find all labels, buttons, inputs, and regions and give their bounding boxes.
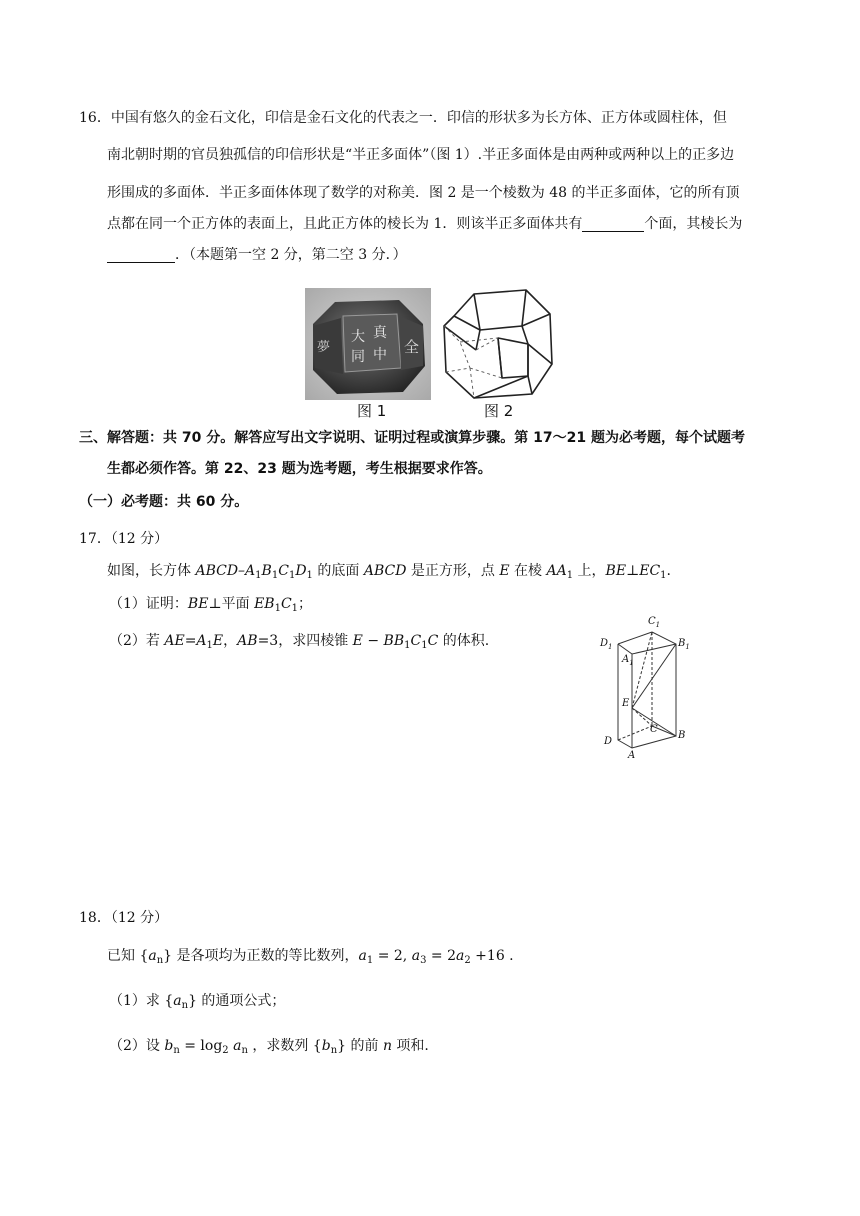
q16-line-5: ．（本题第一空 2 分，第二空 3 分．） bbox=[107, 245, 407, 265]
q16-line-2: 南北朝时期的官员独孤信的印信形状是“半正多面体”（图 1）.半正多面体是由两种或两种以上的正多边 bbox=[107, 147, 735, 163]
q17-part-1: （1）证明：BE⊥平面 $EB_1C_1$； bbox=[109, 596, 313, 614]
seal-char-3: 同 bbox=[351, 349, 365, 365]
q17-intro: 如图，长方体 ABCD–$A_1B_1C_1D_1$ 的底面 ABCD 是正方形，点 E 在棱 $AA_1$ 上，$BE\perp EC_1$. bbox=[107, 563, 671, 581]
seal-char-5: 全 bbox=[404, 338, 420, 356]
label-C1: $C_1$ bbox=[648, 616, 661, 629]
section-3-subheading: （一）必考题：共 60 分。 bbox=[79, 494, 249, 510]
figure-1-caption: 图 1 bbox=[357, 402, 387, 420]
q16-line-3: 形围成的多面体．半正多面体体现了数学的对称美．图 2 是一个棱数为 48 的半正多面体，它的所有顶 bbox=[107, 185, 740, 201]
q17-header: 17．（12 分） bbox=[79, 531, 169, 547]
figure-2-polyhedron bbox=[440, 286, 560, 404]
answer-blank-1[interactable] bbox=[582, 217, 644, 232]
label-A1: $A_1$ bbox=[622, 654, 634, 667]
label-D: D bbox=[604, 736, 613, 747]
seal-char-4: 中 bbox=[373, 347, 387, 363]
q18-header: 18．（12 分） bbox=[79, 910, 169, 926]
section-3-heading-line-2: 生都必须作答。第 22、23 题为选考题，考生根据要求作答。 bbox=[107, 461, 492, 477]
q17-part-2: （2）若 $AE=A_1E$，AB=3，求四棱锥 $E - BB_1C_1C$ 的体积. bbox=[109, 633, 490, 651]
label-C: C bbox=[650, 724, 658, 735]
label-A: A bbox=[628, 750, 636, 761]
label-B1: $B_1$ bbox=[678, 638, 690, 651]
section-3-heading-line-1: 三、解答题：共 70 分。解答应写出文字说明、证明过程或演算步骤。第 17～21 题为必考题，每个试题考 bbox=[79, 430, 745, 446]
figure-1-seal-photo bbox=[305, 288, 431, 400]
q16-number: 16． bbox=[79, 110, 111, 126]
q17-box-diagram bbox=[596, 616, 696, 762]
label-E: E bbox=[622, 698, 630, 709]
label-D1: $D_1$ bbox=[600, 638, 613, 651]
answer-blank-2[interactable] bbox=[107, 248, 175, 263]
q16-line-4: 点都在同一个正方体的表面上，且此正方体的棱长为 1．则该半正多面体共有 个面，其棱长为 bbox=[107, 216, 743, 232]
seal-char-1: 大 bbox=[351, 329, 365, 345]
q16-line-1: 16．中国有悠久的金石文化，印信是金石文化的代表之一．印信的形状多为长方体、正方体或圆柱体，但 bbox=[79, 110, 727, 126]
seal-char-2: 真 bbox=[373, 325, 387, 341]
q18-part-2: （2）设 $b_n = \log_2 a_n$ ，求数列 $\{b_n\}$ 的前 n 项和. bbox=[109, 1038, 429, 1056]
label-B: B bbox=[678, 730, 686, 741]
q18-part-1: （1）求 $\{a_n\}$ 的通项公式； bbox=[109, 993, 286, 1011]
q18-intro: 已知 $\{a_n\}$ 是各项均为正数的等比数列，$a_1 = 2$, $a_3 = 2a_2 +16$ . bbox=[107, 948, 514, 966]
figure-2-caption: 图 2 bbox=[484, 402, 514, 420]
seal-char-6: 夢 bbox=[317, 340, 331, 355]
